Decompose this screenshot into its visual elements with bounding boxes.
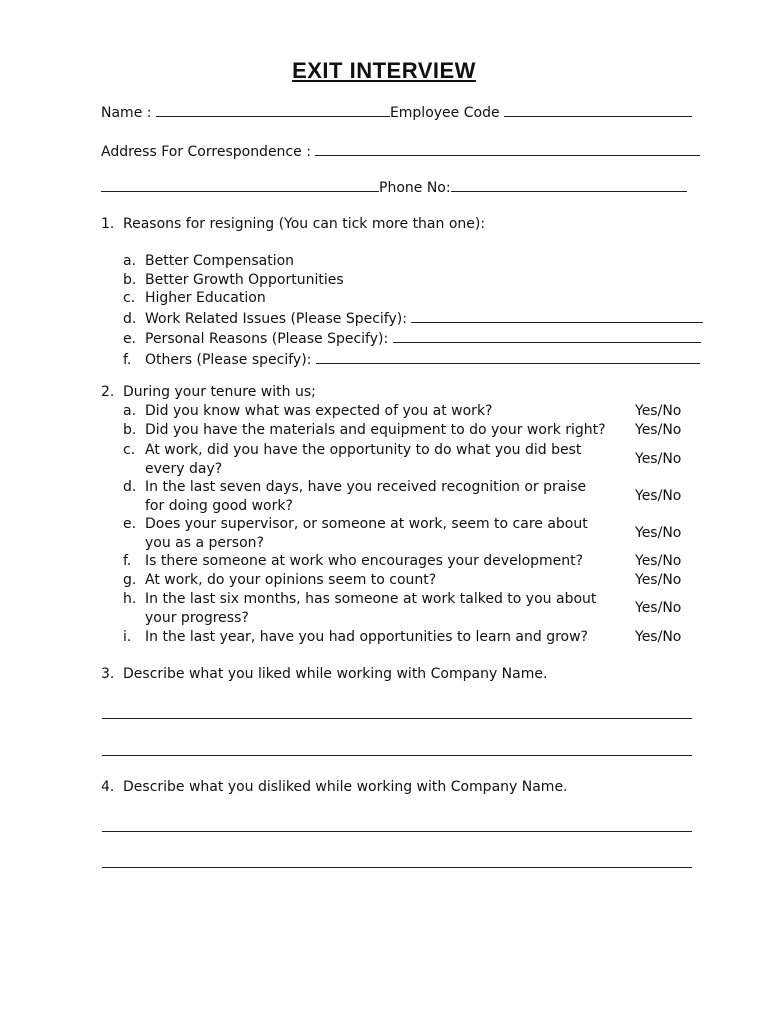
question-text: Describe what you disliked while working with Company Name. [123, 779, 568, 795]
reason-item-b[interactable] [123, 271, 703, 290]
page-title: EXIT INTERVIEW [292, 58, 476, 83]
item-text: At work, do your opinions seem to count? [145, 572, 437, 588]
item-text: Better Growth Opportunities [145, 271, 344, 288]
item-letter: e. [123, 331, 137, 347]
item-text: Work Related Issues (Please Specify): [145, 310, 407, 327]
address-field[interactable] [315, 141, 700, 156]
name-row [101, 102, 701, 122]
item-letter: g. [123, 572, 137, 588]
phone-field[interactable] [451, 177, 687, 192]
item-text: Did you have the materials and equipment to do your work right? [145, 422, 606, 438]
item-letter: c. [123, 442, 136, 458]
yes-no-choice[interactable]: Yes/No [635, 525, 682, 541]
reasons-list [123, 252, 703, 369]
yes-no-choice[interactable]: Yes/No [635, 629, 682, 645]
address-label: Address For Correspondence : [101, 144, 311, 160]
question-2 [101, 383, 316, 401]
item-letter: h. [123, 591, 137, 607]
item-text: Higher Education [145, 290, 266, 306]
item-text: Personal Reasons (Please Specify): [145, 331, 389, 347]
employee-code-label: Employee Code [389, 105, 500, 121]
employee-code-field[interactable] [504, 102, 692, 117]
yes-no-choice[interactable]: Yes/No [635, 553, 682, 569]
item-text: Does your supervisor, or someone at work, seem to care about you as a person? [145, 516, 588, 551]
yes-no-choice[interactable]: Yes/No [635, 403, 682, 419]
item-letter: d. [123, 310, 137, 327]
item-text: At work, did you have the opportunity to do what you did best every day? [145, 442, 582, 477]
address-row [101, 141, 701, 161]
phone-label: Phone No: [379, 180, 451, 196]
question-number: 4. [101, 779, 115, 795]
item-letter: b. [123, 271, 137, 288]
question-number: 3. [101, 666, 115, 682]
others-field[interactable] [316, 349, 700, 364]
address-line-2-field[interactable] [101, 177, 379, 192]
item-letter: f. [123, 351, 132, 368]
phone-row [101, 177, 701, 197]
reason-item-c[interactable] [123, 289, 703, 308]
item-letter: a. [123, 403, 137, 419]
question-4 [101, 778, 568, 796]
item-letter: a. [123, 253, 137, 269]
disliked-answer-line-2[interactable] [102, 867, 692, 868]
liked-answer-line-2[interactable] [102, 755, 692, 756]
reason-item-d[interactable] [123, 308, 703, 329]
disliked-answer-line-1[interactable] [102, 831, 692, 832]
question-text: Reasons for resigning (You can tick more than one): [123, 216, 486, 232]
question-3 [101, 665, 547, 683]
reason-item-a[interactable] [123, 252, 703, 271]
question-1 [101, 215, 485, 233]
item-letter: d. [123, 479, 137, 495]
name-label: Name : [101, 105, 152, 121]
item-text: In the last seven days, have you received recognition or praise for doing good work? [145, 479, 587, 514]
item-text: Others (Please specify): [145, 351, 312, 368]
work-issues-field[interactable] [411, 308, 703, 323]
name-field[interactable] [156, 102, 390, 117]
item-letter: f. [123, 553, 132, 569]
question-number: 1. [101, 216, 115, 232]
question-number: 2. [101, 384, 115, 400]
reason-item-e[interactable] [123, 328, 703, 349]
item-letter: c. [123, 290, 136, 306]
item-text: Is there someone at work who encourages your development? [145, 553, 584, 569]
yes-no-choice[interactable]: Yes/No [635, 451, 682, 467]
yes-no-choice[interactable]: Yes/No [635, 572, 682, 588]
question-text: During your tenure with us; [123, 384, 316, 400]
yes-no-choice[interactable]: Yes/No [635, 422, 682, 438]
question-text: Describe what you liked while working with Company Name. [123, 666, 548, 682]
item-text: Better Compensation [145, 253, 295, 269]
liked-answer-line-1[interactable] [102, 718, 692, 719]
item-letter: i. [123, 629, 132, 645]
item-letter: b. [123, 422, 137, 438]
item-text: In the last six months, has someone at work talked to you about your progress? [145, 591, 597, 626]
yes-no-choice[interactable]: Yes/No [635, 600, 682, 616]
item-text: In the last year, have you had opportunities to learn and grow? [145, 629, 588, 645]
personal-reasons-field[interactable] [393, 328, 701, 343]
item-text: Did you know what was expected of you at work? [145, 403, 493, 419]
reason-item-f[interactable] [123, 349, 703, 370]
item-letter: e. [123, 516, 137, 532]
yes-no-choice[interactable]: Yes/No [635, 488, 682, 504]
